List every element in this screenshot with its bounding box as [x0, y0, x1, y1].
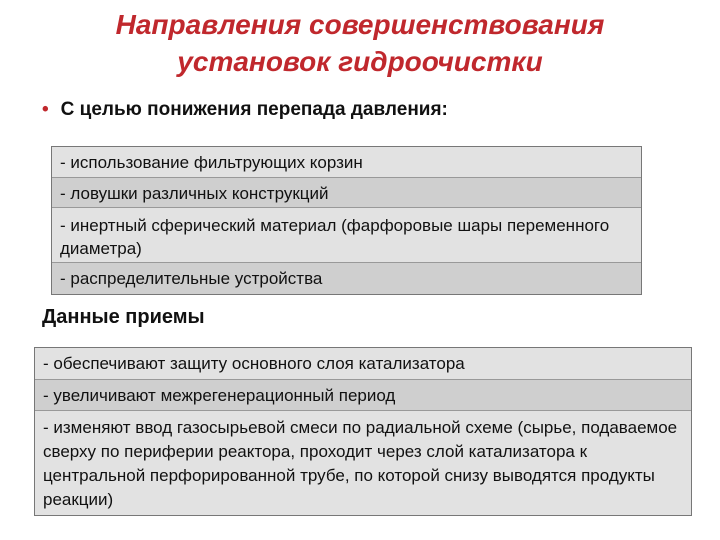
list-item: - использование фильтрующих корзин — [52, 147, 641, 178]
list-item: - инертный сферический материал (фарфоровые шары переменного диаметра) — [52, 208, 641, 263]
list-item: - изменяют ввод газосырьевой смеси по радиальной схеме (сырье, подаваемое сверху по периферии реактора, проходит через слой катализатора к центральной перфорированной трубе, по которой снизу выводятся продукты реакции) — [43, 418, 678, 509]
section2-heading: Данные приемы — [42, 306, 205, 328]
section2-list — [34, 347, 692, 516]
section1-heading-text: С целью понижения перепада давления: — [60, 99, 448, 120]
list-item: - увеличивают межрегенерационный период — [35, 380, 691, 411]
bullet-icon: • — [42, 99, 49, 120]
section1-list — [51, 146, 642, 295]
slide-title: Направления совершенствования установок гидроочистки — [115, 9, 605, 77]
section1-heading — [42, 99, 448, 121]
list-item: - обеспечивают защиту основного слоя катализатора — [35, 348, 691, 380]
list-item: - ловушки различных конструкций — [52, 178, 641, 208]
list-item: - распределительные устройства — [52, 263, 641, 294]
